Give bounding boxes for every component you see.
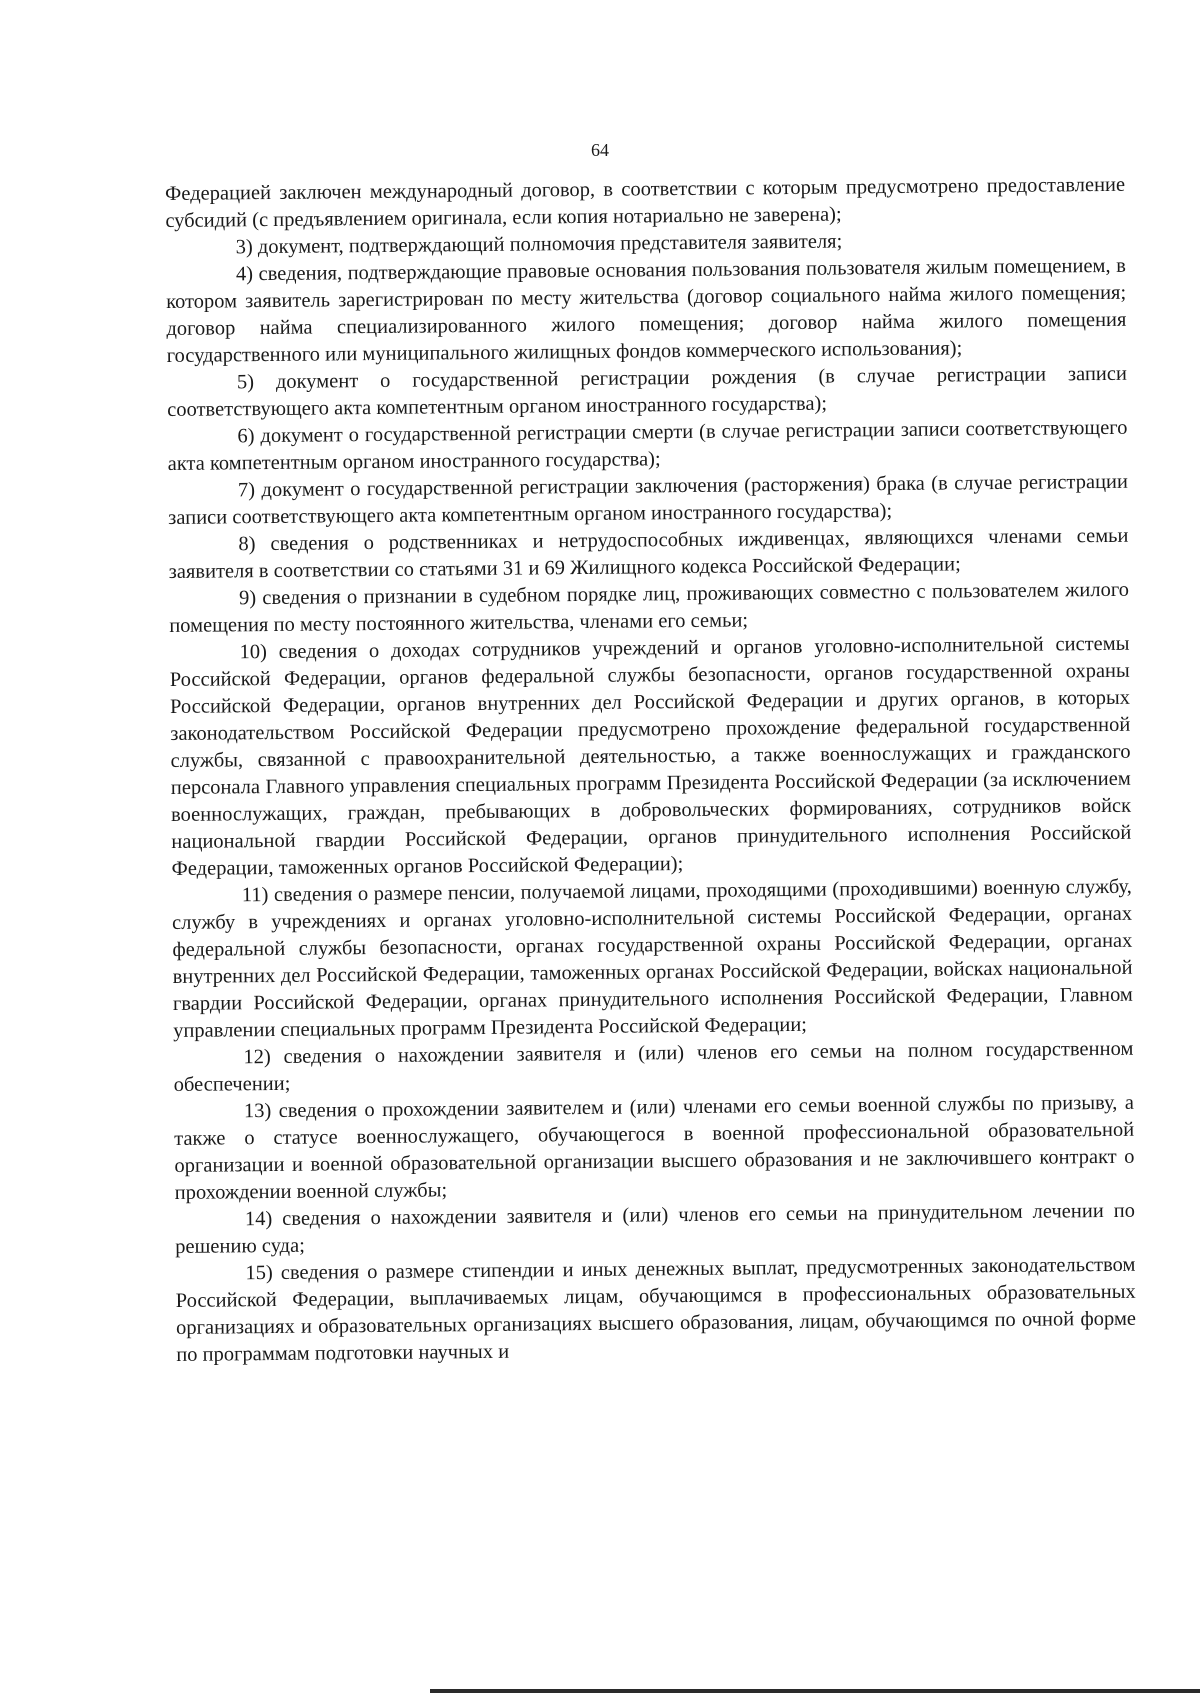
list-item-8: 8) сведения о родственниках и нетрудоспособных иждивенцах, являющихся членами семьи заявителя в соответствии со статьями 31 и 69 Жилищного кодекса Российской Федерации; [168,524,1129,583]
list-item-10: 10) сведения о доходах сотрудников учреждений и органов уголовно-исполнительной системы Российской Федерации, органов федеральной службы безопасности, органов государственной охраны Российской Федерации, органов внутренних дел Российской Федерации и других органов, в которых законодательством Российской Федерации предусмотрено прохождение федеральной государственной службы, связанной с правоохранительной деятельностью, а также военнослужащих и гражданского персонала Главного управления специальных программ Президента Российской Федерации (за исключением военнослужащих, граждан, пребывающих в добровольческих формированиях, сотрудников войск национальной гвардии Российской Федерации, органов принудительного исполнения Российской Федерации, таможенных органов Российской Федерации); [169,632,1132,880]
scan-edge-line [430,1689,1200,1693]
list-item-12: 12) сведения о нахождении заявителя и (или) членов его семьи на полном государственном обеспечении; [173,1037,1134,1096]
list-item-3: 3) документ, подтверждающий полномочия представителя заявителя; [235,230,843,259]
page-number: 64 [591,140,609,160]
list-item-14: 14) сведения о нахождении заявителя и (или) членов его семьи на принудительном лечении по решению суда; [175,1199,1136,1258]
paragraph-continuation: Федерацией заключен международный договор, в соответствии с которым предусмотрено предоставление субсидий (с предъявлением оригинала, если копия нотариально не заверена); [165,173,1126,232]
list-item-5: 5) документ о государственной регистрации рождения (в случае регистрации записи соответствующего акта компетентным органом иностранного государства); [167,362,1128,421]
list-item-9: 9) сведения о признании в судебном порядке лиц, проживающих совместно с пользователем жилого помещения по месту постоянного жительства, членами его семьи; [169,578,1130,637]
list-item-4: 4) сведения, подтверждающие правовые основания пользования пользователя жилым помещением, в котором заявитель зарегистрирован по месту жительства (договор социального найма жилого помещения; договор найма специализированного жилого помещения; договор найма жилого помещения государственного или муниципального жилищных фондов коммерческого использования); [166,254,1127,367]
list-item-6: 6) документ о государственной регистрации смерти (в случае регистрации записи соответствующего акта компетентным органом иностранного государства); [167,416,1128,475]
list-item-15: 15) сведения о размере стипендии и иных денежных выплат, предусмотренных законодательством Российской Федерации, выплачиваемых лицам, обучающимся в профессиональных образовательных организациях и образовательных организациях высшего образования, лицам, обучающимся по очной форме по программам подготовки научных и [175,1253,1137,1366]
list-item-11: 11) сведения о размере пенсии, получаемой лицами, проходящими (проходившими) военную службу, службу в учреждениях и органах уголовно-исполнительной системы Российской Федерации, органах федеральной службы безопасности, органах государственной охраны Российской Федерации, органах внутренних дел Российской Федерации, таможенных органах Российской Федерации, войсках национальной гвардии Российской Федерации, органах принудительного исполнения Российской Федерации, Главном управлении специальных программ Президента Российской Федерации; [172,875,1133,1042]
document-body [165,172,1136,1369]
list-item-7: 7) документ о государственной регистрации заключения (расторжения) брака (в случае регистрации записи соответствующего акта компетентным органом иностранного государства); [168,470,1129,529]
list-item-13: 13) сведения о прохождении заявителем и (или) членами его семьи военной службы по призыву, а также о статусе военнослужащего, обучающегося в военной профессиональной образовательной организации и военной образовательной организации высшего образования и не заключившего контракт о прохождении военной службы; [174,1091,1135,1204]
